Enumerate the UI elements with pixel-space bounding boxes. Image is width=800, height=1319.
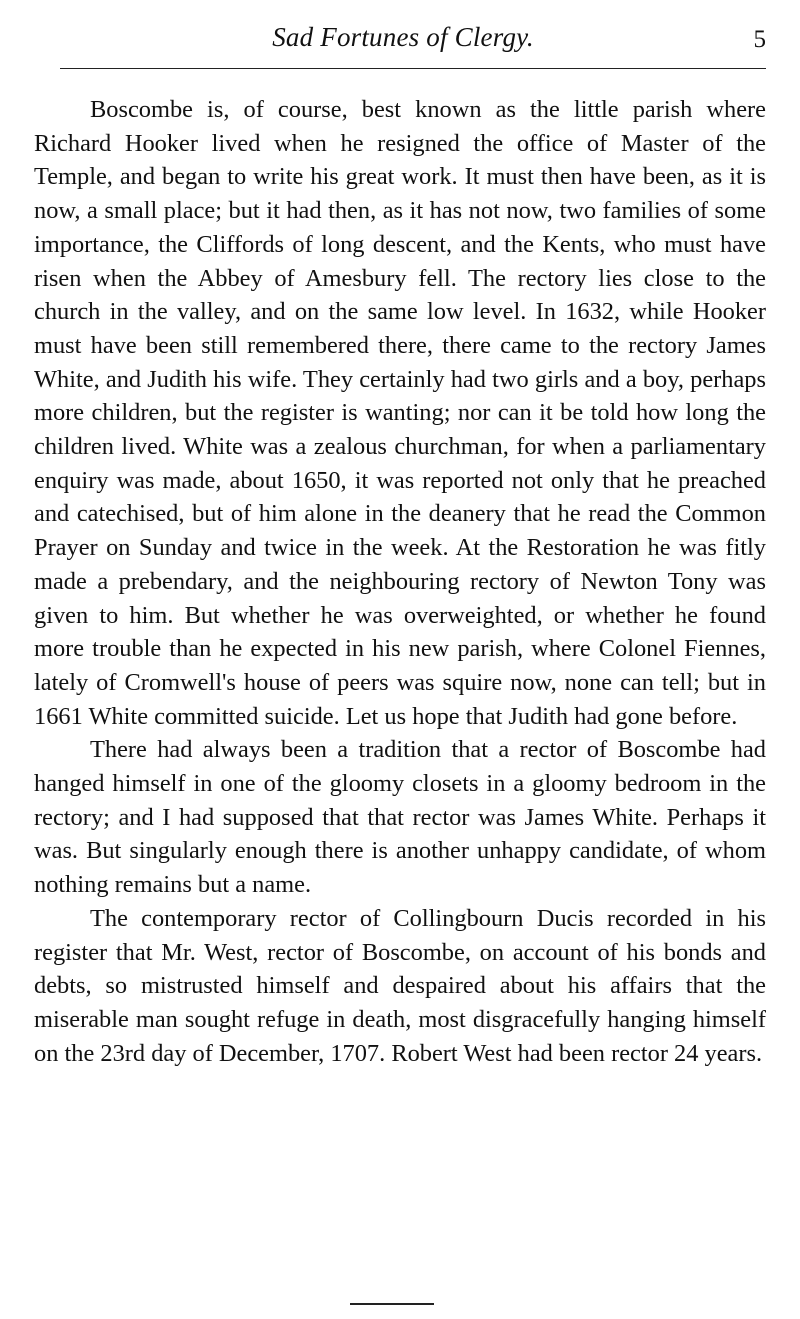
paragraph-3: The contemporary rector of Collingbourn Ducis recorded in his register that Mr. West, rector of Boscombe, on account of his bonds and debts, so mistrusted himself and despaired about his affairs that the miserable man sought refuge in death, most disgracefully hanging himself on the 23rd day of December, 1707. Robert West had been rector 24 years. [34,904,766,1067]
running-title: Sad Fortunes of Clergy. [272,22,534,52]
page-number: 5 [753,26,766,53]
paragraph-2: There had always been a tradition that a rector of Boscombe had hanged himself in one of the gloomy closets in a gloomy bedroom in the rectory; and I had supposed that that rector was James White. Perhaps it was. But singularly enough there is another unhappy candidate, of whom nothing remains but a name. [34,736,766,899]
running-head [36,14,770,58]
paragraph-1: Boscombe is, of course, best known as the little parish where Richard Hooker lived when he resigned the office of Master of the Temple, and began to write his great work. It must then have been, as it is now, a small place; but it had then, as it has not now, two families of some importance, the Cliffords of long descent, and the Kents, who must have risen when the Abbey of Amesbury fell. The rectory lies close to the church in the valley, and on the same low level. In 1632, while Hooker must have been still remembered there, there came to the rectory James White, and Judith his wife. They certainly had two girls and a boy, perhaps more children, but the register is wanting; nor can it be told how long the children lived. White was a zealous churchman, for when a parliamentary enquiry was made, about 1650, it was reported not only that he preached and catechised, but of him alone in the deanery that he read the Common Prayer on Sunday and twice in the week. At the Restoration he was fitly made a prebendary, and the neighbouring rectory of Newton Tony was given to him. But whether he was overweighted, or whether he found more trouble than he expected in his new parish, where Colonel Fiennes, lately of Cromwell's house of peers was squire now, none can tell; but in 1661 White committed suicide. Let us hope that Judith had gone before. [34,96,766,730]
end-rule [350,1303,434,1305]
body-text [34,93,766,1070]
header-rule [60,68,766,69]
